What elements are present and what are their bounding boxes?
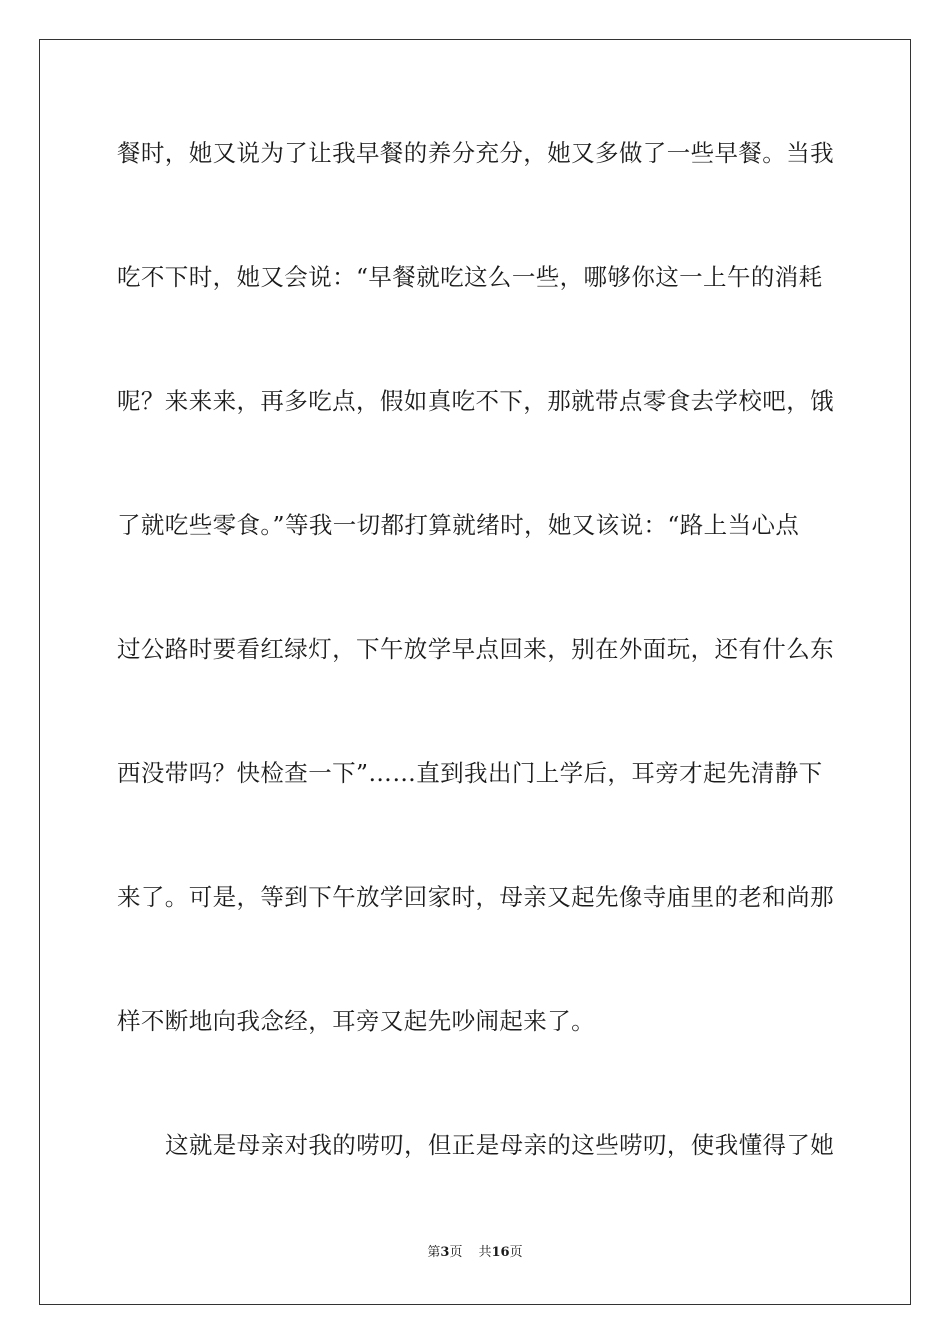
paragraph-line-5: 过公路时要看红绿灯，下午放学早点回来，别在外面玩，还有什么东 <box>117 635 834 663</box>
paragraph-line-8: 样不断地向我念经，耳旁又起先吵闹起来了。 <box>117 1007 595 1035</box>
paragraph-line-9: 这就是母亲对我的唠叨，但正是母亲的这些唠叨，使我懂得了她 <box>165 1131 835 1159</box>
total-suffix: 页 <box>509 1245 523 1260</box>
paragraph-line-4: 了就吃些零食。”等我一切都打算就绪时，她又该说：“路上当心点 <box>117 511 800 539</box>
paragraph-line-7: 来了。可是，等到下午放学回家时，母亲又起先像寺庙里的老和尚那 <box>117 883 834 911</box>
paragraph-line-2: 吃不下时，她又会说：“早餐就吃这么一些，哪够你这一上午的消耗 <box>117 263 823 291</box>
page-suffix: 页 <box>449 1245 463 1260</box>
paragraph-line-1: 餐时，她又说为了让我早餐的养分充分，她又多做了一些早餐。当我 <box>117 139 834 167</box>
total-pages: 16 <box>491 1245 510 1260</box>
total-prefix: 共 <box>478 1245 492 1260</box>
paragraph-line-3: 呢？来来来，再多吃点，假如真吃不下，那就带点零食去学校吧，饿 <box>117 387 834 415</box>
page-footer <box>0 1245 950 1261</box>
page-prefix: 第 <box>427 1245 441 1260</box>
page-border <box>39 39 911 1305</box>
paragraph-line-6: 西没带吗？快检查一下”……直到我出门上学后，耳旁才起先清静下 <box>117 759 823 787</box>
page-number: 3 <box>440 1245 450 1260</box>
